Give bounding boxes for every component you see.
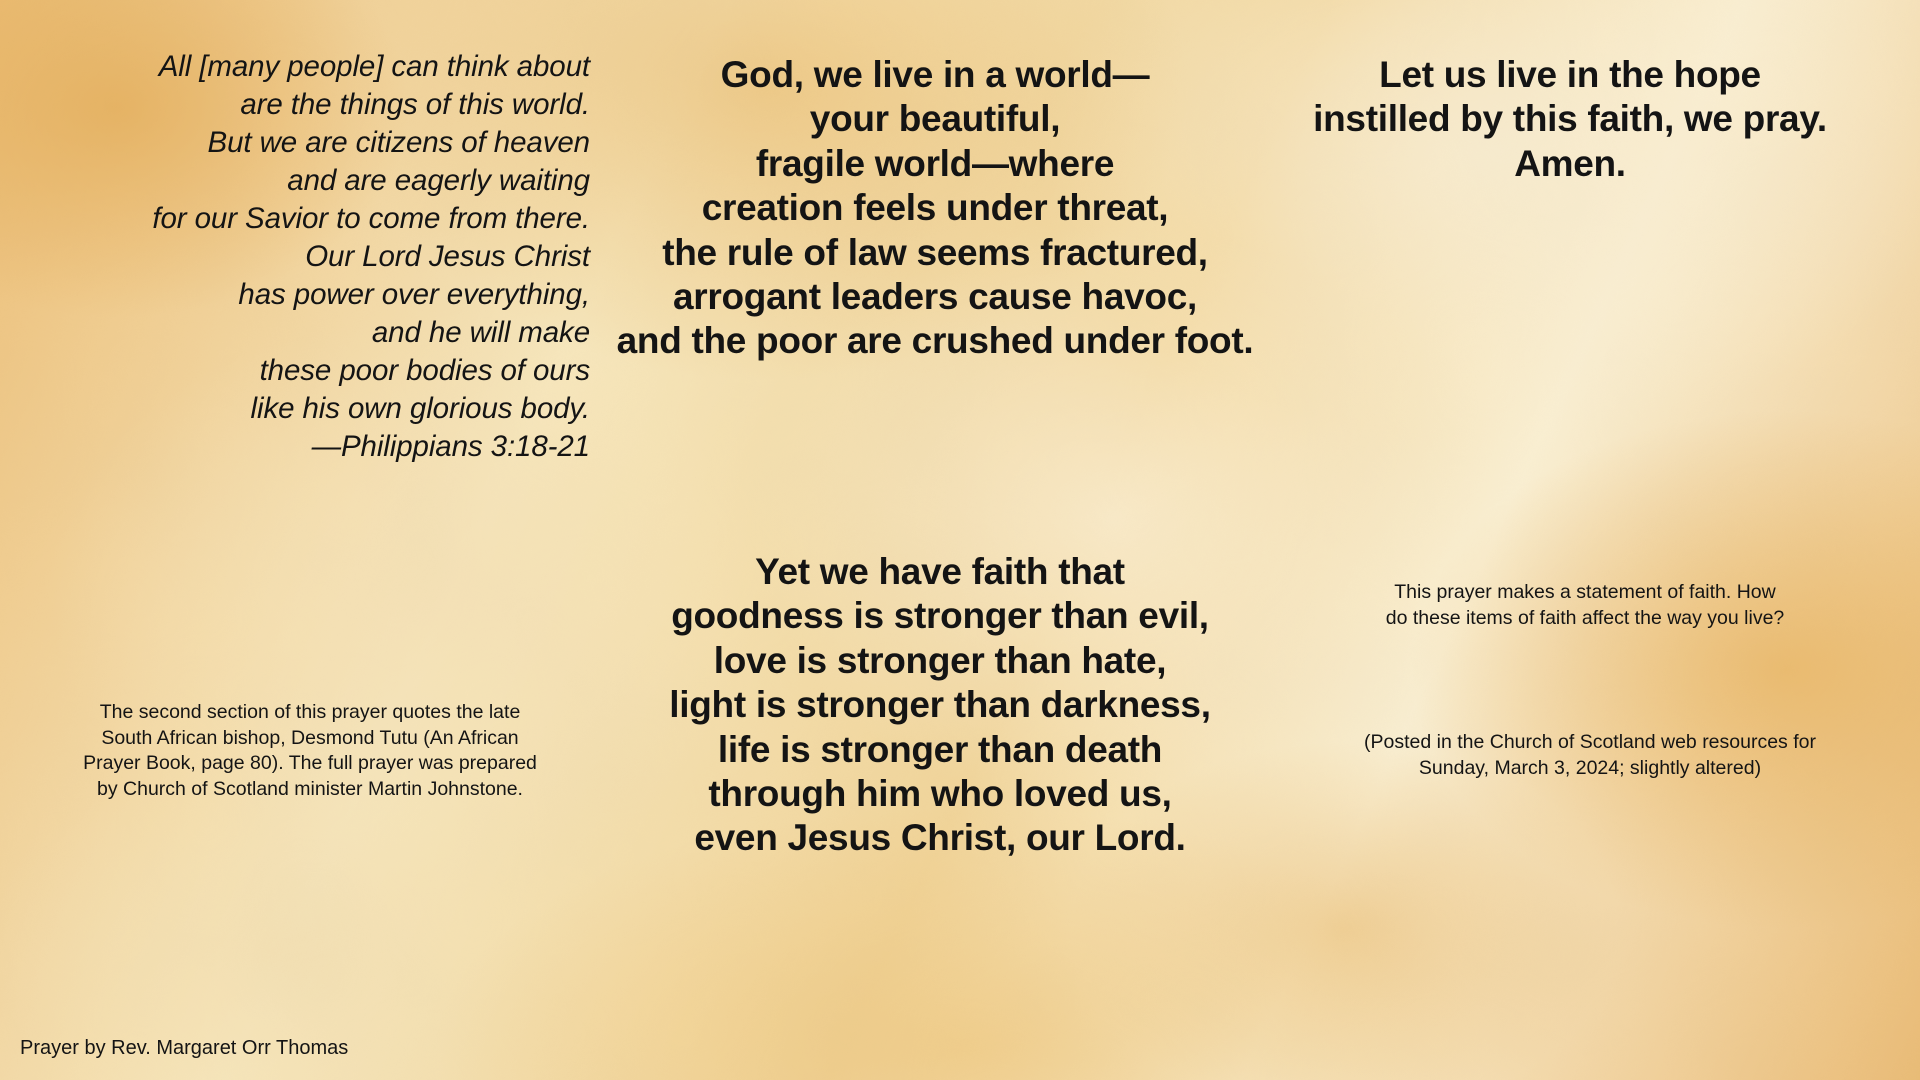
scripture-line: Our Lord Jesus Christ — [305, 240, 590, 274]
note-line: South African bishop, Desmond Tutu (An African — [101, 726, 519, 749]
scripture-line: and he will make — [371, 316, 590, 350]
scripture-quote — [30, 48, 590, 467]
prayer-line: even Jesus Christ, our Lord. — [694, 817, 1186, 859]
prayer-line: Let us live in the hope — [1379, 54, 1761, 95]
scripture-line: these poor bodies of ours — [259, 354, 590, 388]
author-credit: Prayer by Rev. Margaret Orr Thomas — [20, 1037, 349, 1059]
prayer-line: goodness is stronger than evil, — [671, 595, 1209, 637]
scripture-line: for our Savior to come from there. — [152, 202, 590, 236]
scripture-line: like his own glorious body. — [250, 392, 590, 426]
scripture-line: But we are citizens of heaven — [207, 126, 590, 160]
reflection-question — [1325, 580, 1845, 631]
prayer-section-one — [520, 53, 1350, 364]
prayer-line: fragile world—where — [755, 142, 1115, 184]
note-line: This prayer makes a statement of faith. How — [1394, 581, 1776, 603]
note-line: (Posted in the Church of Scotland web resources for — [1364, 731, 1816, 753]
note-line: Prayer Book, page 80). The full prayer was prepared — [83, 752, 537, 775]
prayer-line: creation feels under threat, — [701, 187, 1169, 229]
source-note-left — [40, 700, 580, 803]
scripture-line: has power over everything, — [238, 278, 590, 312]
posting-source-note — [1300, 730, 1880, 781]
prayer-line: God, we live in a world— — [720, 54, 1150, 95]
note-line: Sunday, March 3, 2024; slightly altered) — [1418, 756, 1762, 779]
prayer-line: your beautiful, — [809, 98, 1061, 140]
prayer-line: instilled by this faith, we pray. — [1313, 98, 1827, 140]
prayer-line: Yet we have faith that — [755, 551, 1125, 592]
prayer-section-three — [1230, 53, 1910, 186]
scripture-line: are the things of this world. — [240, 88, 590, 122]
prayer-section-two — [560, 550, 1320, 861]
note-line: do these items of faith affect the way you live? — [1385, 606, 1785, 629]
prayer-line: love is stronger than hate, — [713, 639, 1167, 681]
scripture-citation: —Philippians 3:18-21 — [311, 430, 590, 464]
note-line: by Church of Scotland minister Martin Johnstone. — [97, 778, 523, 801]
scripture-line: and are eagerly waiting — [287, 164, 590, 198]
prayer-line: life is stronger than death — [717, 728, 1163, 770]
prayer-line: light is stronger than darkness, — [669, 684, 1211, 726]
scripture-line: All [many people] can think about — [158, 50, 590, 83]
prayer-line: the rule of law seems fractured, — [662, 231, 1208, 273]
prayer-line: through him who loved us, — [708, 772, 1172, 814]
prayer-line: and the poor are crushed under foot. — [616, 320, 1254, 362]
prayer-line: arrogant leaders cause havoc, — [673, 275, 1197, 317]
note-line: The second section of this prayer quotes the late — [99, 701, 521, 723]
prayer-line: Amen. — [1514, 142, 1626, 184]
